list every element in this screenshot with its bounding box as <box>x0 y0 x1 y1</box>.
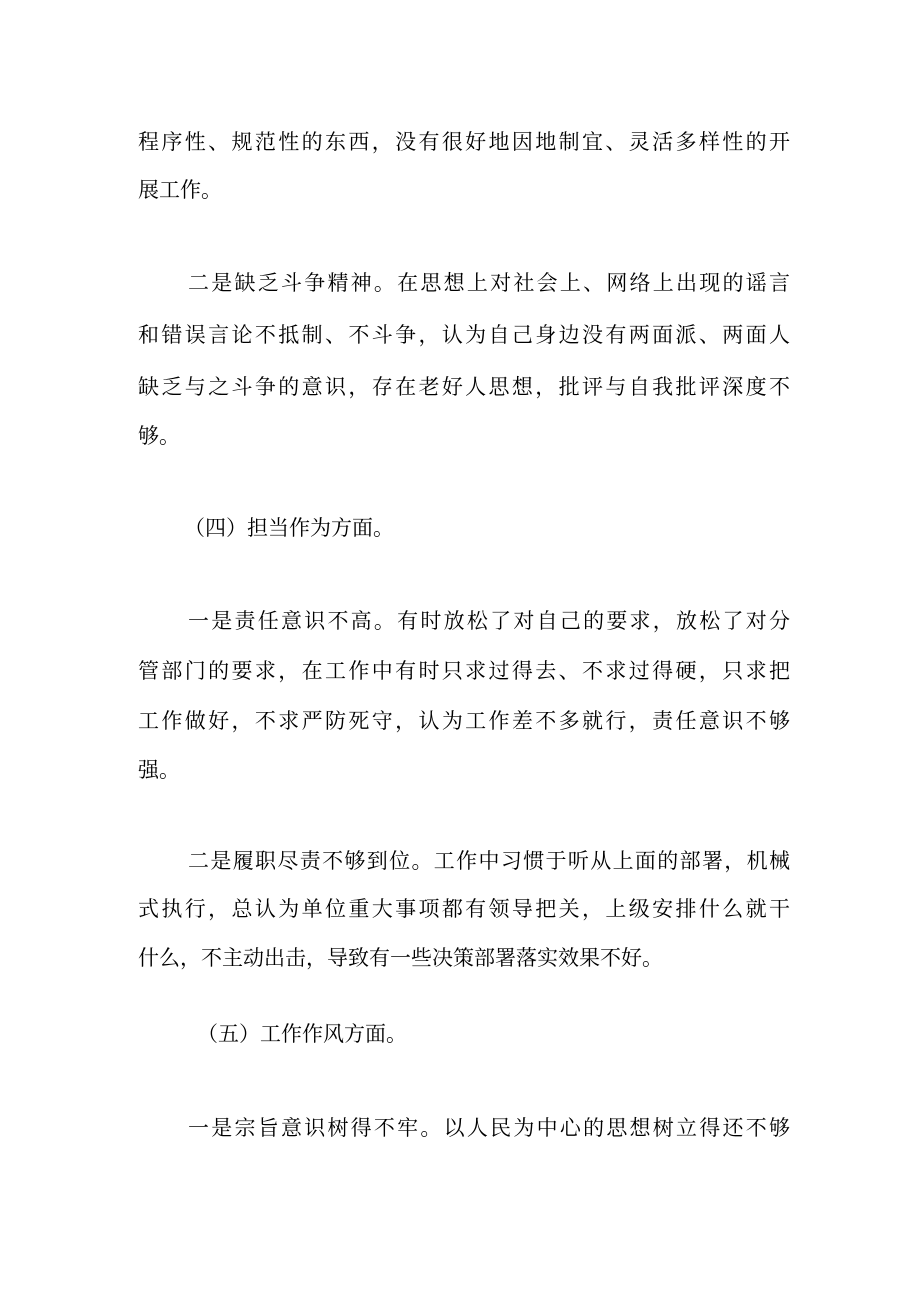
paragraph-line: 缺乏与之斗争的意识，存在老好人思想，批评与自我批评深度不 <box>138 375 790 399</box>
paragraph-line: 二是缺乏斗争精神。在思想上对社会上、网络上出现的谣言 <box>188 271 790 295</box>
paragraph-line: 够。 <box>138 424 180 448</box>
paragraph-line: 强。 <box>138 758 180 782</box>
paragraph-line: 什么，不主动出击，导致有一些决策部署落实效果不好。 <box>138 946 663 970</box>
paragraph-line: 程序性、规范性的东西，没有很好地因地制宜、灵活多样性的开 <box>138 130 790 154</box>
section-heading: （五）工作作风方面。 <box>197 1022 407 1046</box>
paragraph-line: 工作做好，不求严防死守，认为工作差不多就行，责任意识不够 <box>138 709 790 733</box>
paragraph-line: 管部门的要求，在工作中有时只求过得去、不求过得硬，只求把 <box>138 659 790 683</box>
paragraph-line: 一是宗旨意识树得不牢。以人民为中心的思想树立得还不够 <box>188 1116 790 1140</box>
paragraph-line: 式执行，总认为单位重大事项都有领导把关，上级安排什么就干 <box>138 897 790 921</box>
paragraph-line: 一是责任意识不高。有时放松了对自己的要求，放松了对分 <box>188 609 790 633</box>
paragraph-line: 二是履职尽责不够到位。工作中习惯于听从上面的部署，机械 <box>188 849 790 873</box>
paragraph-line: 和错误言论不抵制、不斗争，认为自己身边没有两面派、两面人 <box>138 323 790 347</box>
paragraph-line: 展工作。 <box>138 178 222 202</box>
section-heading: （四）担当作为方面。 <box>184 516 394 540</box>
